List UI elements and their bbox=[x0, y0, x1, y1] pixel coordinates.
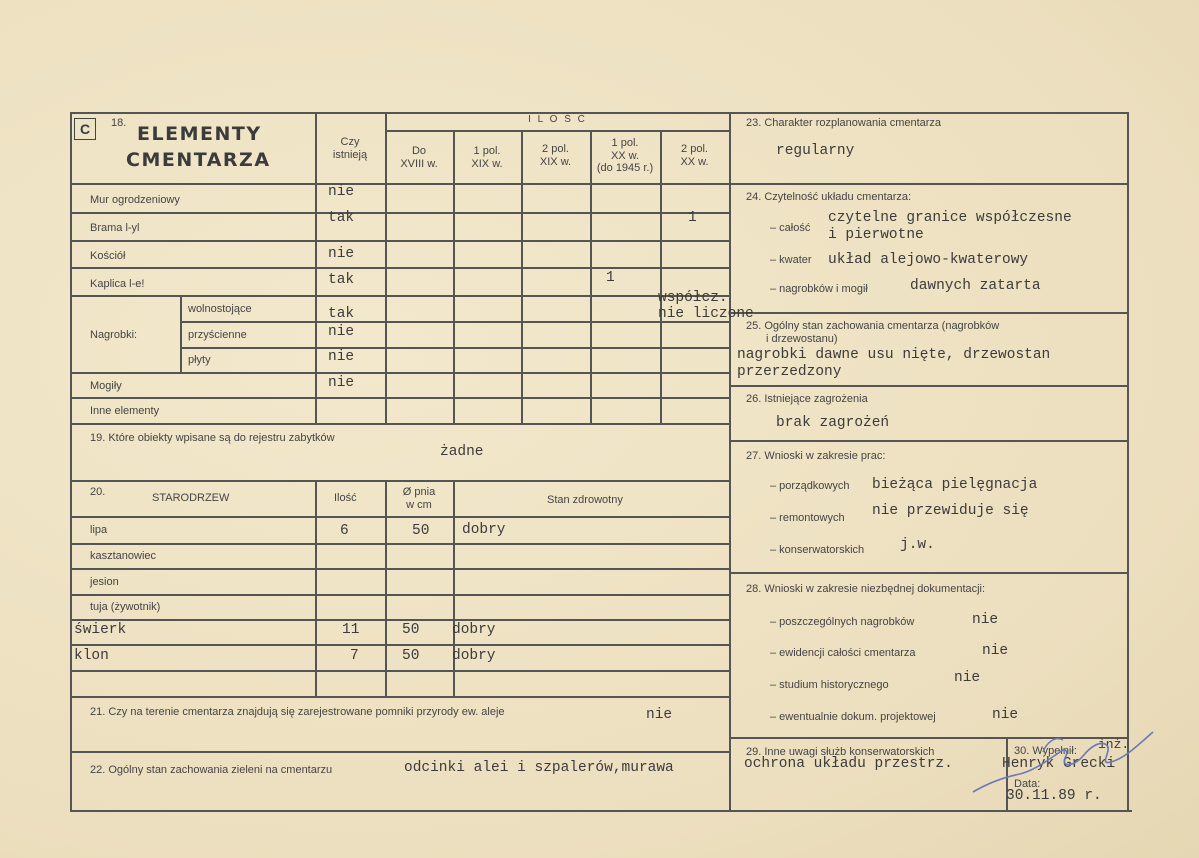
s26-label: 26. Istniejące zagrożenia bbox=[746, 393, 868, 405]
col-xx2-l1: 2 pol. bbox=[681, 143, 708, 155]
col-xix2-l1: 2 pol. bbox=[542, 143, 569, 155]
s27-porz-value: bieżąca pielęgnacja bbox=[872, 477, 1038, 493]
s27-porz-label: – porządkowych bbox=[770, 480, 850, 492]
tree-count: 6 bbox=[340, 523, 349, 539]
rule bbox=[70, 112, 72, 811]
s28-item-value: nie bbox=[982, 643, 1009, 659]
row-exists: tak bbox=[328, 272, 355, 288]
rule bbox=[72, 240, 730, 242]
s30-date: 30.11.89 r. bbox=[1006, 788, 1102, 804]
s22-value: odcinki alei i szpalerów,murawa bbox=[404, 760, 674, 776]
rule bbox=[72, 183, 730, 185]
mogily-label: Mogiły bbox=[90, 380, 122, 392]
rule bbox=[729, 440, 1128, 442]
s23-label: 23. Charakter rozplanowania cmentarza bbox=[746, 117, 942, 129]
signature-stroke bbox=[1043, 739, 1063, 752]
s28-item-value: nie bbox=[954, 670, 981, 686]
nagrobek-exists: nie bbox=[328, 349, 355, 365]
rule bbox=[729, 112, 731, 811]
rule bbox=[453, 130, 455, 423]
col-xix1 bbox=[453, 145, 521, 170]
s20-col-ilosc: Ilość bbox=[334, 492, 357, 504]
nagrobek-label: przyścienne bbox=[188, 329, 247, 341]
s30-date-label: Data: bbox=[1014, 778, 1041, 790]
tree-diameter: 50 bbox=[402, 622, 420, 638]
row-count-xx1: 1 bbox=[606, 270, 615, 286]
rule bbox=[729, 312, 1128, 314]
tree-health: dobry bbox=[452, 648, 496, 664]
s19-value: żadne bbox=[440, 444, 484, 460]
s20-col-pnia-l1: Ø pnia bbox=[402, 486, 436, 498]
rule bbox=[72, 619, 730, 621]
tree-diameter: 50 bbox=[402, 648, 420, 664]
rule bbox=[315, 480, 317, 696]
signature-stroke bbox=[973, 732, 1153, 792]
nagrobki-label: Nagrobki: bbox=[90, 329, 138, 341]
rule bbox=[72, 670, 730, 672]
s21-value: nie bbox=[646, 707, 673, 723]
s24-calosc-value: czytelne granice współczesne bbox=[828, 210, 1072, 226]
col-xx2-l2: XX w. bbox=[680, 155, 709, 168]
s26-value: brak zagrożeń bbox=[776, 415, 890, 431]
s24-calosc-value: i pierwotne bbox=[828, 227, 924, 243]
nagrobek-exists: nie bbox=[328, 324, 355, 340]
nagrobek-exists: tak bbox=[328, 306, 355, 322]
s19-label: 19. Które obiekty wpisane są do rejestru zabytków bbox=[90, 432, 335, 444]
tree-diameter: 50 bbox=[412, 523, 430, 539]
rule bbox=[72, 516, 730, 518]
rule bbox=[729, 183, 1128, 185]
tree-count: 7 bbox=[350, 648, 359, 664]
rule bbox=[385, 480, 387, 696]
col-xix2-l2: XIX w. bbox=[539, 155, 572, 168]
s27-label: 27. Wnioski w zakresie prac: bbox=[746, 450, 886, 462]
s20-title: STARODRZEW bbox=[152, 492, 230, 504]
s23-value: regularny bbox=[776, 143, 855, 159]
row-label: Mur ogrodzeniowy bbox=[90, 194, 180, 206]
s27-kons-label: – konserwatorskich bbox=[770, 544, 865, 556]
s24-kwater-value: układ alejowo-kwaterowy bbox=[828, 252, 1029, 268]
tree-health: dobry bbox=[452, 622, 496, 638]
s28-item-label: – poszczególnych nagrobków bbox=[770, 616, 915, 628]
rule bbox=[72, 568, 730, 570]
row-label: Brama l-yl bbox=[90, 222, 140, 234]
s30-name: Henryk Grecki bbox=[1002, 756, 1116, 772]
s20-col-pnia bbox=[385, 486, 453, 511]
tree-health: dobry bbox=[462, 522, 506, 538]
tree-name: jesion bbox=[90, 576, 119, 588]
s28-item-label: – ewidencji całości cmentarza bbox=[770, 647, 916, 659]
row-exists: nie bbox=[328, 246, 355, 262]
s27-rem-value: nie przewiduje się bbox=[872, 503, 1029, 519]
nagrobek-label: wolnostojące bbox=[188, 303, 252, 315]
inne-label: Inne elementy bbox=[90, 405, 160, 417]
s28-label: 28. Wnioski w zakresie niezbędnej dokumentacji: bbox=[746, 583, 986, 595]
s30-label: 30. Wypełnił: bbox=[1014, 745, 1077, 757]
rule bbox=[72, 543, 730, 545]
rule bbox=[72, 295, 730, 297]
tree-count: 11 bbox=[342, 622, 360, 638]
tree-name: kasztanowiec bbox=[90, 550, 157, 562]
col-xix1-l2: XIX w. bbox=[471, 157, 503, 170]
nagrobek-label: płyty bbox=[188, 354, 211, 366]
col-istnieja: istnieją bbox=[332, 149, 368, 161]
category-mark: C bbox=[74, 118, 96, 140]
s29-value: ochrona układu przestrz. bbox=[744, 756, 953, 772]
s24-label: 24. Czytelność układu cmentarza: bbox=[746, 191, 912, 203]
section-number: 18. bbox=[111, 117, 127, 129]
row-label: Kaplica l-e! bbox=[90, 278, 145, 290]
rule bbox=[72, 594, 730, 596]
s25-value: przerzedzony bbox=[737, 364, 842, 380]
s28-item-value: nie bbox=[992, 707, 1019, 723]
s21-label: 21. Czy na terenie cmentarza znajdują się zarejestrowane pomniki przyrody ew. aleje bbox=[90, 706, 505, 718]
signature bbox=[965, 722, 1160, 802]
s25-value: nagrobki dawne usu nięte, drzewostan bbox=[737, 347, 1051, 363]
rule bbox=[72, 397, 730, 399]
col-xx1 bbox=[590, 137, 660, 175]
rule bbox=[72, 644, 730, 646]
elements-title-line1: ELEMENTY bbox=[137, 123, 262, 145]
row-exists: nie bbox=[328, 184, 355, 200]
rule bbox=[72, 480, 730, 482]
s25-label: i drzewostanu) bbox=[766, 333, 838, 345]
s30-title: inż. bbox=[1098, 737, 1130, 752]
col-xix1-l1: 1 pol. bbox=[473, 145, 501, 157]
col-xx1-l3: (do 1945 r.) bbox=[596, 162, 654, 175]
col-xx1-l1: 1 pol. bbox=[611, 137, 639, 149]
row-count-xx2: 1 bbox=[688, 210, 697, 226]
s25-label: 25. Ogólny stan zachowania cmentarza (nagrobków bbox=[746, 320, 1000, 332]
col-xx1-l2: XX w. bbox=[610, 149, 640, 162]
mogily-exists: nie bbox=[328, 375, 355, 391]
col-xviii-l1: Do bbox=[411, 145, 427, 157]
rule bbox=[180, 295, 182, 373]
rule bbox=[72, 423, 730, 425]
s27-rem-label: – remontowych bbox=[770, 512, 845, 524]
rule bbox=[72, 372, 730, 374]
col-xix2 bbox=[521, 143, 590, 168]
s20-col-stan: Stan zdrowotny bbox=[547, 494, 623, 506]
elements-title-line2: CMENTARZA bbox=[126, 149, 271, 171]
tree-name: tuja (żywotnik) bbox=[90, 601, 161, 613]
s20-label: 20. bbox=[90, 486, 106, 498]
s24-calosc-label: – całość bbox=[770, 222, 811, 234]
col-xviii bbox=[385, 145, 453, 170]
rule bbox=[180, 347, 730, 349]
rule bbox=[72, 751, 730, 753]
row-label: Kościół bbox=[90, 250, 126, 262]
tree-name: klon bbox=[74, 648, 109, 664]
s20-col-pnia-l2: w cm bbox=[406, 498, 432, 511]
col-czy: Czy bbox=[340, 136, 360, 148]
wspolcz-note: nie liczone bbox=[658, 306, 754, 322]
s28-item-value: nie bbox=[972, 612, 999, 628]
rule bbox=[180, 321, 730, 323]
s24-nagrobkow-value: dawnych zatarta bbox=[910, 278, 1041, 294]
rule bbox=[729, 385, 1128, 387]
rule bbox=[521, 130, 523, 423]
s24-kwater-label: – kwater bbox=[770, 254, 812, 266]
s22-label: 22. Ogólny stan zachowania zieleni na cmentarzu bbox=[90, 764, 333, 776]
tree-name: świerk bbox=[74, 622, 127, 638]
rule bbox=[1127, 112, 1129, 811]
s29-label: 29. Inne uwagi służb konserwatorskich bbox=[746, 746, 935, 758]
rule bbox=[385, 130, 730, 132]
col-ilosc: I L O Ś Ć bbox=[528, 114, 587, 125]
rule bbox=[660, 130, 662, 423]
s28-item-label: – studium historycznego bbox=[770, 679, 889, 691]
tree-name: lipa bbox=[90, 524, 108, 536]
rule bbox=[72, 212, 730, 214]
col-xviii-l2: XVIII w. bbox=[400, 157, 438, 170]
col-xx2 bbox=[660, 143, 729, 168]
s28-item-label: – ewentualnie dokum. projektowej bbox=[770, 711, 936, 723]
row-exists: tak bbox=[328, 210, 355, 226]
wspolcz-note: współcz. bbox=[658, 290, 728, 306]
s27-kons-value: j.w. bbox=[900, 537, 935, 553]
rule bbox=[72, 267, 730, 269]
rule bbox=[729, 572, 1128, 574]
s24-nagrobkow-label: – nagrobków i mogił bbox=[770, 283, 868, 295]
rule bbox=[70, 810, 1132, 812]
rule bbox=[72, 696, 730, 698]
